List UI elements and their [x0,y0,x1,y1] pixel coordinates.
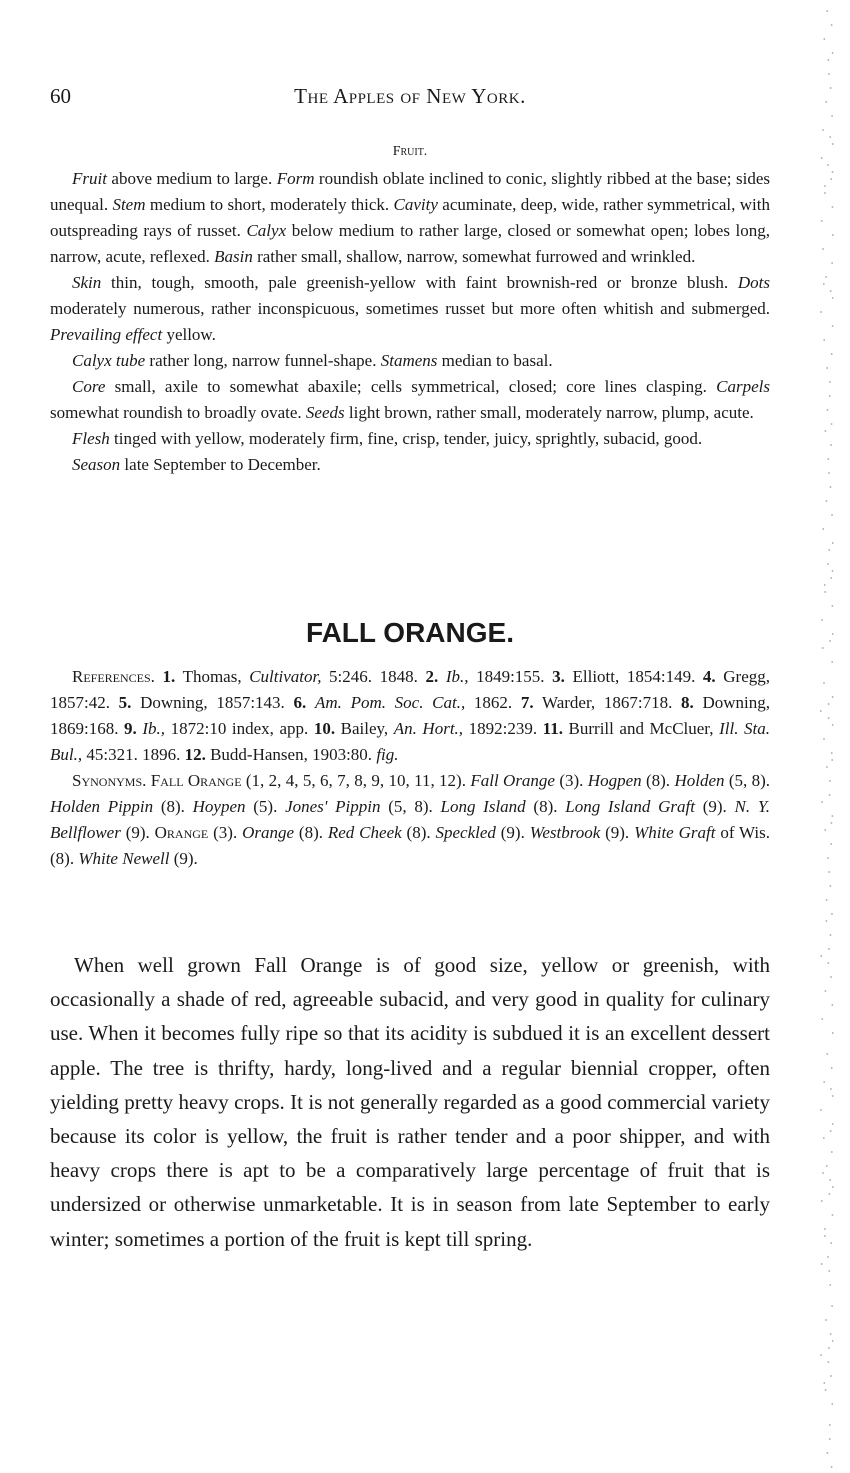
italic-term: Skin [72,273,102,292]
italic-term: Season [72,455,121,474]
text-run: (9). [495,823,530,842]
italic-term: Red Cheek [327,823,402,842]
speck [831,1067,833,1069]
paragraph [50,768,770,872]
speck [824,185,826,187]
text-run: (8). [641,771,675,790]
text-run [306,693,315,712]
italic-term: N. Y. Bellflower [50,797,771,842]
speck [829,780,831,782]
italic-term: Fall Orange [470,771,555,790]
speck [832,1340,834,1342]
speck [830,1333,832,1335]
italic-term: Calyx [246,221,287,240]
text-run: thin, tough, smooth, pale greenish-yellow with faint brownish-red or bronze blush. [101,273,738,292]
speck [829,794,831,796]
speck [826,920,828,922]
speck [830,885,832,887]
speck [829,1424,831,1426]
italic-term: Ib., [142,719,166,738]
text-run: (3). [554,771,588,790]
text-run: (3). [208,823,243,842]
text-run: Synonyms. [72,771,147,790]
speck [832,815,834,817]
fruit-section [50,144,770,478]
text-run: Fall Orange [150,771,242,790]
speck [825,430,827,432]
text-run: (9). [169,849,198,868]
speck [832,1403,834,1405]
speck [830,934,832,936]
text-run: (8). [401,823,436,842]
speck [827,164,829,166]
speck [828,703,830,705]
text-run: Budd-Hansen, 1903:80. [205,745,377,764]
speck [824,1382,826,1384]
speck [828,1347,830,1349]
speck [824,1228,826,1230]
text-run [438,667,446,686]
speck [832,52,834,54]
speck [831,353,833,355]
italic-term: Hoypen [192,797,246,816]
reference-number: 10. [313,719,336,738]
italic-term: Fruit [72,169,107,188]
text-run: Downing, 1857:143. [131,693,294,712]
text-run: 1872:10 index, app. [165,719,314,738]
italic-term: Form [276,169,315,188]
speck [832,206,834,208]
speck [824,1235,826,1237]
text-run: (8). [294,823,328,842]
paragraph [50,452,770,478]
text-run: small, axile to somewhat abaxile; cells symmetrical, closed; core lines clasping. [105,377,717,396]
speck [828,948,830,950]
speck [832,1004,834,1006]
italic-term: Holden [674,771,725,790]
text-run: median to basal. [437,351,553,370]
speck [826,500,828,502]
speck [831,115,833,117]
reference-number: 7. [520,693,534,712]
text-run: somewhat roundish to broadly ovate. [50,403,306,422]
text-run: Thomas, [175,667,250,686]
speck [831,1466,833,1468]
speck [827,563,829,565]
speck [831,1305,833,1307]
speck [828,717,830,719]
speck [830,486,832,488]
speck [830,1130,832,1132]
text-run: (5, 8). [724,771,771,790]
speck [822,647,824,649]
italic-term: White Newell [78,849,170,868]
speck [828,472,830,474]
italic-term: Core [72,377,106,396]
speck [826,1053,828,1055]
text-run [155,667,163,686]
speck [832,171,834,173]
speck [831,822,833,824]
references-paragraphs [50,664,770,872]
reference-number: 5. [118,693,132,712]
text-run: rather small, shallow, narrow, somewhat furrowed and wrinkled. [252,247,696,266]
speck [830,1375,832,1377]
speck [823,283,825,285]
speck [829,1270,831,1272]
speck [821,619,823,621]
italic-term: Flesh [72,429,110,448]
paragraph [50,374,770,426]
variety-title: FALL ORANGE. [306,617,514,648]
text-run: rather long, narrow funnel-shape. [145,351,381,370]
text-run: tinged with yellow, moderately firm, fine, crisp, tender, juicy, sprightly, subacid, good. [109,429,703,448]
italic-term: fig. [376,745,399,764]
speck [828,549,830,551]
italic-term: An. Hort., [393,719,464,738]
speck [831,759,833,761]
italic-term: Carpels [716,377,770,396]
paragraph [50,270,770,348]
reference-number: 4. [702,667,716,686]
speck [820,311,822,313]
speck [825,101,827,103]
italic-term: White Graft [634,823,716,842]
speck [824,584,826,586]
text-run: Warder, 1867:718. [533,693,682,712]
references-section [50,664,770,872]
speck [829,136,831,138]
speck [831,423,833,425]
text-run: 5:246. 1848. [321,667,426,686]
text-run: Elliott, 1854:149. [564,667,703,686]
italic-term: Cultivator, [249,667,322,686]
speck [820,710,822,712]
paragraph [50,426,770,452]
speck [832,325,834,327]
speck [821,801,823,803]
speck [821,1263,823,1265]
reference-number: 9. [124,719,137,738]
description-section [50,948,770,1256]
speck [824,829,826,831]
speck [828,1361,830,1363]
speck [829,640,831,642]
speck [827,962,829,964]
text-run: acuminate, deep, wide, rather symmetrical, with outspreading rays of russet. [50,195,770,240]
text-run: (5, 8). [380,797,441,816]
speck [826,367,828,369]
running-title: The Apples of New York. [294,84,526,108]
speck [829,1284,831,1286]
speck [829,1438,831,1440]
page-header [50,84,770,114]
speck [831,661,833,663]
speck [831,913,833,915]
speck [832,297,834,299]
text-run: of Wis. (8). [50,823,770,868]
speck [830,444,832,446]
speck [827,1256,829,1258]
speck [823,1137,824,1139]
speck [820,1354,822,1356]
speck [832,633,834,635]
speck [826,899,828,901]
speck [825,276,827,278]
description-paragraph: When well grown Fall Orange is of good size, yellow or greenish, with occasionally a shade of red, agreeable subacid, and very good in quality for culinary use. When it becomes fully ripe so that its acidity is subdued it is an excellent dessert apple. The tree is thrifty, hardy, long-lived and a regular biennial cropper, often yielding pretty heavy crops. It is not generally regarded as a good commercial variety because its color is yellow, the fruit is rather tender and a poor shipper, and with heavy crops there is apt to be a comparatively large percentage of fruit that is undersized or otherwise unmarketable. It is in season from late September to early winter; sometimes a portion of the fruit is kept till spring. [50,953,770,1251]
speck [830,976,832,978]
text-run: 1862. [465,693,521,712]
text-run: Burrill and McCluer, [562,719,720,738]
speck [822,129,824,131]
italic-term: Ill. Sta. Bul., [50,719,770,764]
speck [826,1165,828,1167]
italic-term: Westbrook [529,823,601,842]
text-run: (5). [245,797,286,816]
speck [832,605,834,607]
italic-term: Hogpen [587,771,642,790]
speck [824,591,826,593]
text-run: late September to December. [120,455,321,474]
speck [830,290,832,292]
speck [825,1389,827,1391]
italic-term: Prevailing effect [50,325,163,344]
speck [829,395,831,397]
speck [822,1172,824,1174]
speck [832,1214,834,1216]
speck [832,234,834,236]
speck [830,577,832,579]
italic-term: Dots [737,273,770,292]
text-run: (1, 2, 4, 5, 6, 7, 8, 9, 10, 11, 12). [241,771,471,790]
speck [832,724,834,726]
speck [831,752,833,754]
speck [823,738,825,740]
text-run: 45:321. 1896. [82,745,185,764]
italic-term: Orange [242,823,295,842]
speck [823,528,825,530]
text-run: Gregg, 1857:42. [50,667,770,712]
reference-number: 12. [184,745,206,764]
speck [821,157,823,159]
speck [823,682,825,684]
text-run: (8). [525,797,566,816]
italic-term: Am. Pom. Soc. Cat., [314,693,466,712]
text-run: moderately numerous, rather inconspicuous, sometimes russet but more often whitish and submerged. [50,299,770,318]
speck [825,1319,827,1321]
speck [827,409,829,411]
text-run: (8). [153,797,193,816]
speck [832,1032,834,1034]
text-run: (9). [600,823,635,842]
italic-term: Holden Pippin [50,797,154,816]
text-run: (9). [695,797,735,816]
speck [821,1018,823,1020]
speck [829,381,831,383]
italic-term: Long Island Graft [565,797,695,816]
text-run: 1892:239. [463,719,543,738]
speck [827,10,829,12]
speck [828,73,830,75]
reference-number: 1. [162,667,176,686]
speck [829,1179,831,1181]
speck [821,955,823,957]
speck [830,1088,832,1090]
text-run: above medium to large. [106,169,277,188]
italic-term: Jones' Pippin [285,797,381,816]
fruit-paragraphs [50,166,770,478]
speck [831,178,833,180]
text-run: roundish oblate inclined to conic, slightly ribbed at the base; sides unequal. [50,169,770,214]
speck [830,843,832,845]
speck [828,59,830,61]
reference-number: 3. [552,667,565,686]
text-run: light brown, rather small, moderately narrow, plump, acute. [344,403,754,422]
speck [821,220,823,222]
italic-term: Stamens [380,351,438,370]
speck [825,990,827,992]
text-run: medium to short, moderately thick. [145,195,394,214]
text-run: Bailey, [335,719,394,738]
text-run: Orange [154,823,209,842]
speck [832,143,834,145]
reference-number: 2. [425,667,439,686]
paragraph [50,664,770,768]
speck [831,24,833,26]
speck [826,766,828,768]
text-run: yellow. [162,325,216,344]
italic-term: Basin [214,247,253,266]
speck [832,542,834,544]
speck [829,1193,831,1195]
text-run: References. [72,667,155,686]
speck [832,1186,834,1188]
speck [827,1452,829,1454]
reference-number: 6. [293,693,307,712]
speck [827,458,829,460]
speck [827,857,829,859]
speck [821,1200,823,1202]
speck [828,871,830,873]
paragraph [50,166,770,270]
text-run: 1849:155. [468,667,553,686]
speck [832,696,834,698]
italic-term: Long Island [440,797,526,816]
speck [832,1095,834,1097]
italic-term: Calyx tube [72,351,146,370]
speck [822,248,824,250]
italic-term: Seeds [305,403,345,422]
italic-term: Cavity [393,195,438,214]
reference-number: 11. [542,719,563,738]
speck [831,514,833,516]
reference-number: 8. [681,693,694,712]
text-run: below medium to rather large, closed or somewhat open; lobes long, narrow, acute, reflexed. [50,221,770,266]
speck [831,262,833,264]
speck [832,1123,834,1125]
speck [824,192,826,194]
speck [831,1151,833,1153]
speck [820,1109,822,1111]
speck [830,87,832,89]
speck [824,38,826,40]
italic-term: Speckled [435,823,496,842]
italic-term: Ib., [445,667,469,686]
scan-edge-noise [816,0,836,1473]
speck [831,1242,833,1244]
section-heading: Fruit. [392,144,428,159]
text-run: Downing, 1869:168. [50,693,771,738]
page-number: 60 [50,84,71,108]
text-run: (9). [120,823,155,842]
italic-term: Stem [112,195,146,214]
speck [823,1081,825,1083]
paragraph [50,348,770,374]
speck [823,339,825,341]
speck [832,570,834,572]
